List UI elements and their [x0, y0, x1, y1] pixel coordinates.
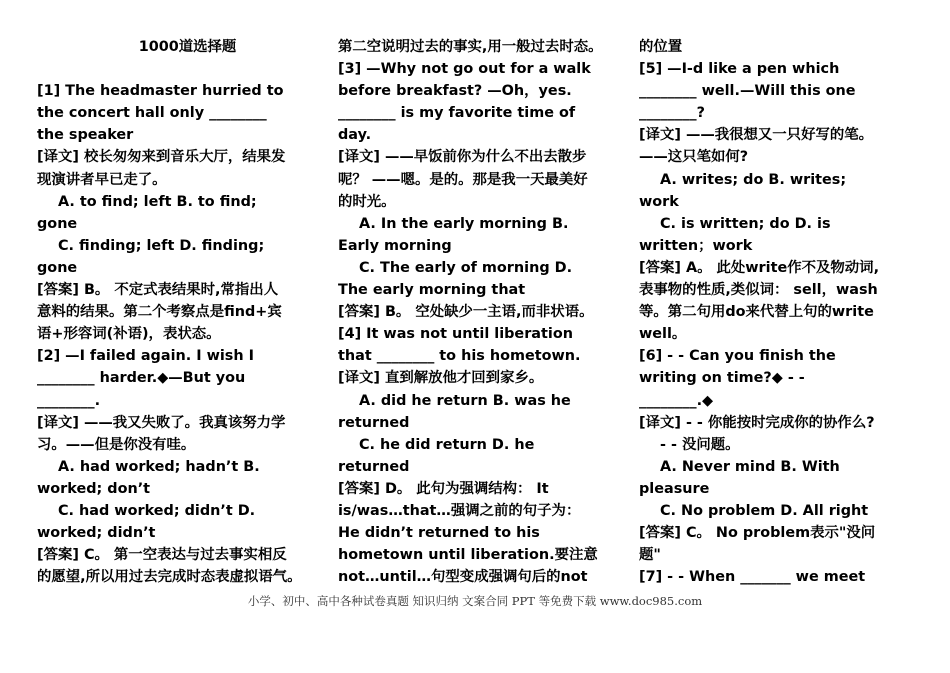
text-line: [译文] 直到解放他才回到家乡。: [338, 370, 544, 387]
text-line: 题": [639, 547, 661, 564]
text-line: the speaker: [37, 127, 134, 144]
text-line: well。: [639, 326, 687, 343]
text-line: He didn’t returned to his: [338, 525, 540, 542]
text-line: before breakfast? —Oh，yes.: [338, 83, 572, 100]
text-line: [译文] 校长匆匆来到音乐大厅，结果发: [37, 149, 286, 166]
page-title: 1000道选择题: [138, 39, 237, 55]
text-line: 语+形容词(补语)，表状态。: [37, 326, 221, 343]
text-line: not…until…句型变成强调句后的not: [338, 569, 588, 586]
text-line: [译文] ——我又失败了。我真该努力学: [37, 414, 286, 431]
text-line: 等。第二句用do来代替上句的write: [639, 304, 874, 321]
text-line: is/was…that…强调之前的句子为：: [338, 502, 581, 519]
text-line: [译文] ——我很想又一只好写的笔。: [639, 127, 874, 144]
column-middle: [338, 36, 628, 588]
text-line: - - 没问题。: [660, 436, 740, 453]
text-line: 的愿望,所以用过去完成时态表虚拟语气。: [37, 569, 302, 586]
text-line: pleasure: [639, 480, 710, 497]
text-line: [5] —I-d like a pen which: [639, 61, 840, 78]
text-line: [译文] - - 你能按时完成你的协作么?: [639, 414, 875, 431]
text-line: ________ harder.◆—But you: [37, 370, 246, 387]
text-line: A. did he return B. was he: [359, 392, 571, 409]
text-line: [答案] C。 第一空表达与过去事实相反: [37, 547, 287, 564]
text-line: that ________ to his hometown.: [338, 348, 581, 365]
text-line: C. finding; left D. finding;: [58, 237, 265, 254]
text-line: hometown until liberation.要注意: [338, 547, 598, 564]
text-line: Early morning: [338, 237, 452, 254]
text-line: C. No problem D. All right: [660, 502, 869, 519]
text-line: 意料的结果。第二个考察点是find+宾: [37, 304, 282, 321]
text-line: 习。——但是你没有哇。: [37, 436, 196, 453]
text-line: A. writes; do B. writes;: [660, 171, 847, 188]
text-line: [答案] C。 No problem表示"没问: [639, 525, 876, 542]
text-line: [7] - - When _______ we meet: [639, 569, 866, 586]
text-line: [3] —Why not go out for a walk: [338, 61, 591, 78]
text-line: [1] The headmaster hurried to: [37, 83, 284, 100]
column-left: [37, 36, 322, 588]
text-line: 表事物的性质,类似词： sell，wash: [639, 282, 878, 299]
text-line: ——这只笔如何?: [639, 149, 749, 166]
text-line: worked; didn’t: [37, 525, 156, 542]
text-line: [答案] A。 此处write作不及物动词,: [639, 259, 880, 276]
text-line: A. to find; left B. to find;: [58, 193, 257, 210]
text-line: work: [639, 193, 679, 210]
text-line: gone: [37, 215, 78, 232]
text-line: C. had worked; didn’t D.: [58, 502, 256, 519]
text-line: worked; don’t: [37, 480, 151, 497]
text-line: ________ is my favorite time of: [338, 105, 576, 122]
text-line: the concert hall only ________: [37, 105, 267, 122]
text-line: [答案] D。 此句为强调结构： It: [338, 480, 549, 497]
text-line: writing on time?◆ - -: [639, 370, 805, 387]
text-line: 现演讲者早已走了。: [37, 171, 167, 188]
text-line: [译文] ——早饭前你为什么不出去散步: [338, 149, 587, 166]
text-line: [2] —I failed again. I wish I: [37, 348, 254, 365]
text-line: [6] - - Can you finish the: [639, 348, 836, 365]
text-line: C. is written; do D. is: [660, 215, 831, 232]
column-right: [639, 36, 924, 588]
text-line: written；work: [639, 237, 753, 254]
blank-line: [37, 58, 322, 80]
text-line: C. The early of morning D.: [359, 259, 573, 276]
text-line: returned: [338, 458, 410, 475]
text-line: [4] It was not until liberation: [338, 326, 573, 343]
text-line: 呢？ ——嗯。是的。那是我一天最美好: [338, 171, 588, 188]
text-line: 的位置: [639, 39, 683, 55]
text-line: A. In the early morning B.: [359, 215, 569, 232]
text-line: C. he did return D. he: [359, 436, 535, 453]
text-line: [答案] B。 不定式表结果时,常指出人: [37, 282, 279, 299]
text-line: A. Never mind B. With: [660, 458, 840, 475]
text-line: A. had worked; hadn’t B.: [58, 458, 260, 475]
text-line: [答案] B。 空处缺少一主语,而非状语。: [338, 304, 594, 321]
text-line: ________.: [37, 392, 101, 409]
text-line: returned: [338, 414, 410, 431]
text-line: ________.◆: [639, 392, 714, 409]
text-line: 的时光。: [338, 193, 396, 210]
text-line: ________?: [639, 105, 705, 122]
text-line: day.: [338, 127, 372, 144]
text-line: The early morning that: [338, 282, 526, 299]
text-line: 第二空说明过去的事实,用一般过去时态。: [338, 39, 603, 55]
footer-watermark: 小学、初中、高中各种试卷真题 知识归纳 文案合同 PPT 等免费下载 www.doc985.com: [247, 594, 703, 608]
text-line: ________ well.—Will this one: [639, 83, 856, 100]
text-line: gone: [37, 259, 78, 276]
